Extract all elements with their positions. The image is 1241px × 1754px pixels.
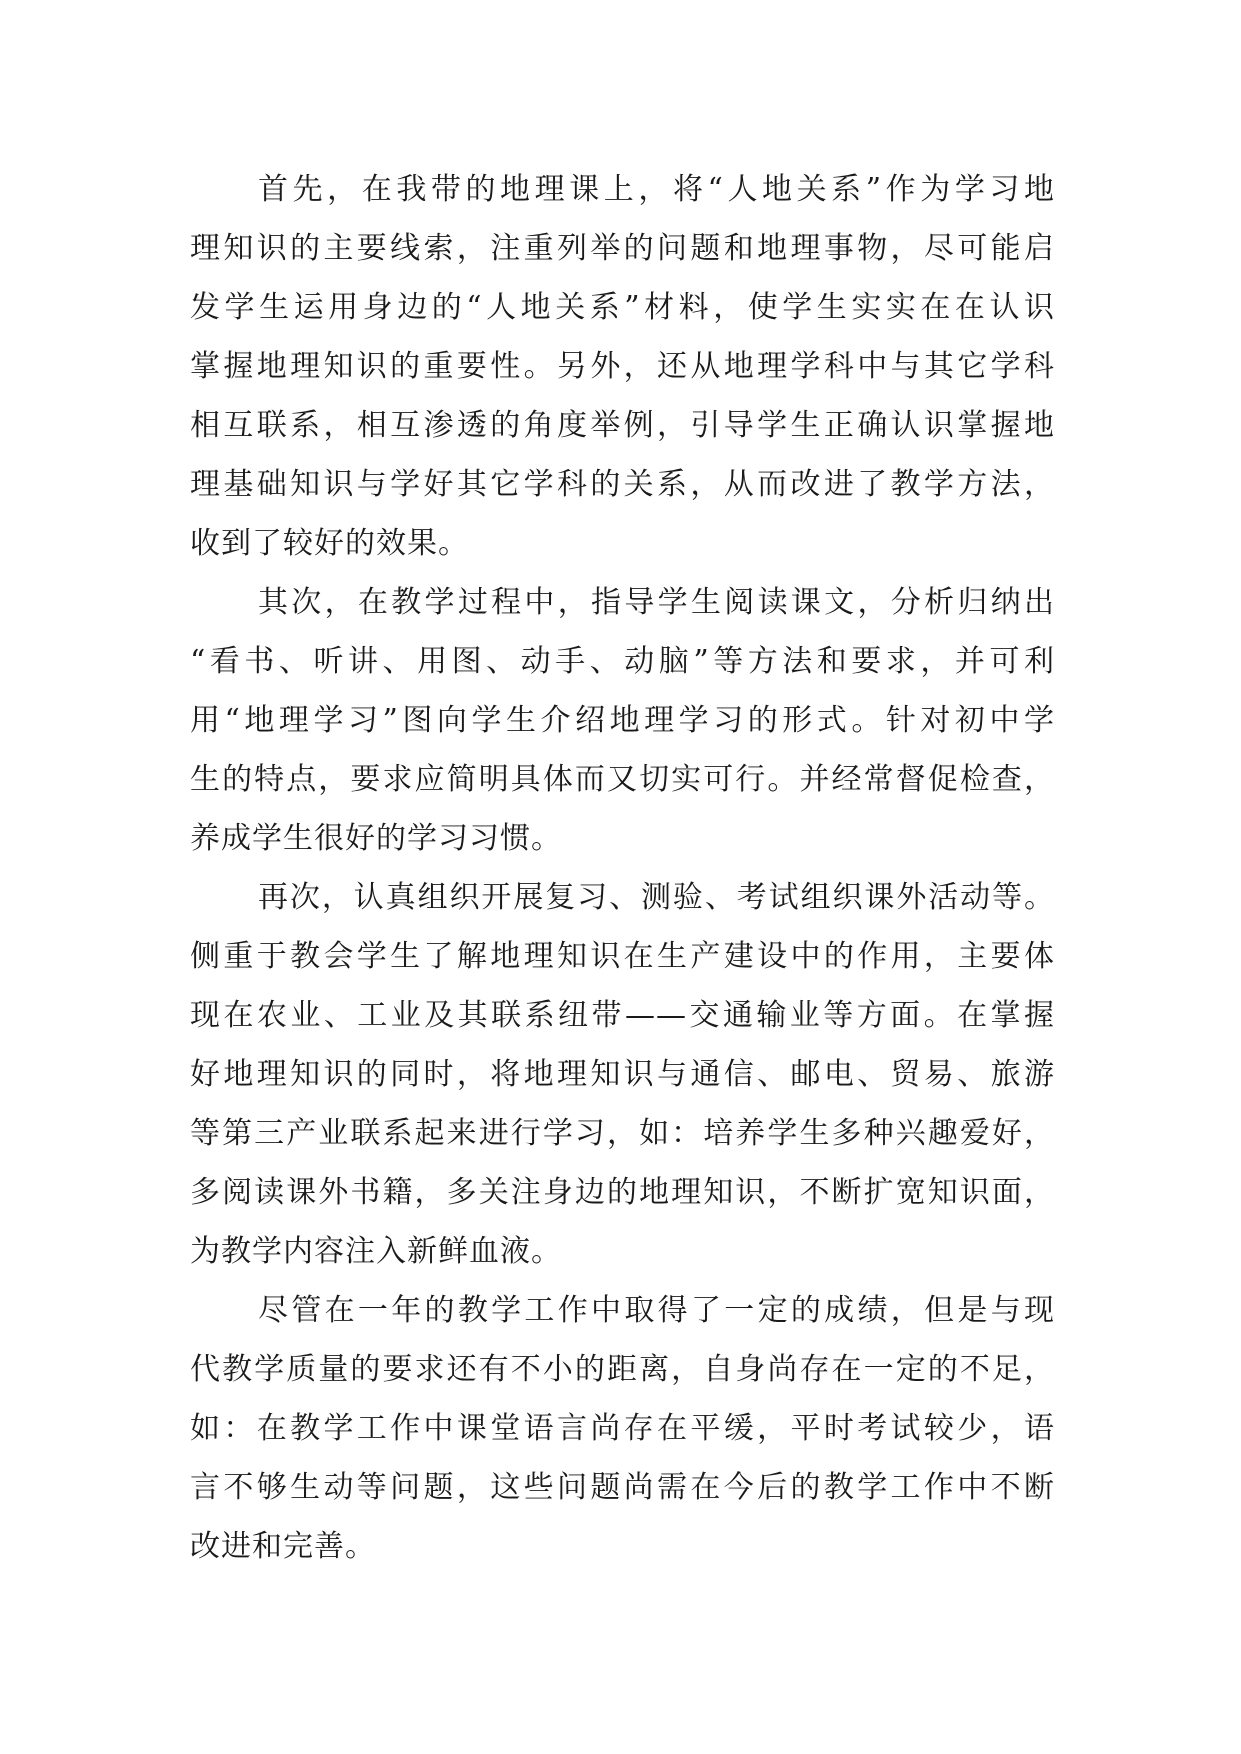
text-line: 为教学内容注入新鲜血液。 (190, 1234, 562, 1269)
text-line: 现在农业、工业及其联系纽带——交通输业等方面。在掌握 (190, 998, 1055, 1033)
text-line: 代教学质量的要求还有不小的距离，自身尚存在一定的不足， (190, 1352, 1055, 1387)
text-line: 等第三产业联系起来进行学习，如：培养学生多种兴趣爱好， (190, 1116, 1055, 1151)
text-line: “看书、听讲、用图、动手、动脑”等方法和要求，并可利 (190, 644, 1055, 679)
text-line: 言不够生动等问题，这些问题尚需在今后的教学工作中不断 (190, 1470, 1055, 1505)
text-line: 好地理知识的同时，将地理知识与通信、邮电、贸易、旅游 (190, 1057, 1055, 1092)
text-line: 养成学生很好的学习习惯。 (190, 821, 562, 856)
text-line: 侧重于教会学生了解地理知识在生产建设中的作用，主要体 (190, 939, 1055, 974)
text-line: 用“地理学习”图向学生介绍地理学习的形式。针对初中学 (190, 703, 1055, 738)
text-line: 改进和完善。 (190, 1529, 376, 1564)
text-line: 理知识的主要线索，注重列举的问题和地理事物，尽可能启 (190, 231, 1055, 266)
text-line: 发学生运用身边的“人地关系”材料，使学生实实在在认识 (190, 290, 1055, 325)
paragraph-3 (190, 868, 1055, 1281)
text-line: 如：在教学工作中课堂语言尚存在平缓，平时考试较少，语 (190, 1411, 1055, 1446)
paragraph-4 (190, 1281, 1055, 1576)
text-line: 收到了较好的效果。 (190, 526, 469, 561)
text-line: 首先，在我带的地理课上，将“人地关系”作为学习地 (258, 172, 1055, 207)
paragraph-1 (190, 160, 1055, 573)
paragraph-2 (190, 573, 1055, 868)
document-body (190, 160, 1055, 1576)
text-line: 生的特点，要求应简明具体而又切实可行。并经常督促检查， (190, 762, 1055, 797)
text-line: 理基础知识与学好其它学科的关系，从而改进了教学方法， (190, 467, 1055, 502)
text-line: 尽管在一年的教学工作中取得了一定的成绩，但是与现 (258, 1293, 1055, 1328)
text-line: 再次，认真组织开展复习、测验、考试组织课外活动等。 (258, 880, 1055, 915)
text-line: 掌握地理知识的重要性。另外，还从地理学科中与其它学科 (190, 349, 1055, 384)
text-line: 多阅读课外书籍，多关注身边的地理知识，不断扩宽知识面， (190, 1175, 1055, 1210)
text-line: 相互联系，相互渗透的角度举例，引导学生正确认识掌握地 (190, 408, 1055, 443)
text-line: 其次，在教学过程中，指导学生阅读课文，分析归纳出 (258, 585, 1055, 620)
